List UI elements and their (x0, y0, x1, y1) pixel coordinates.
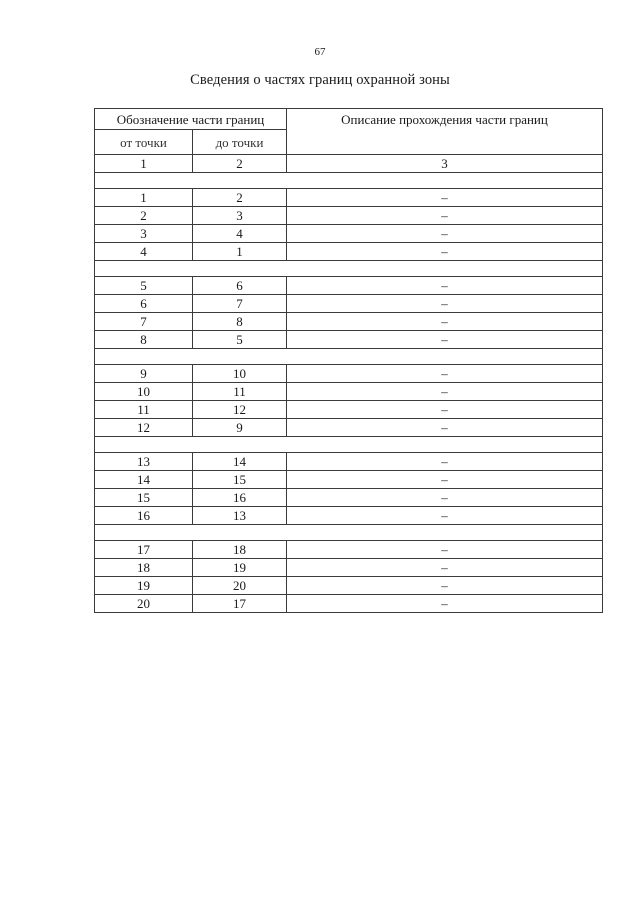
to-point-cell: 18 (193, 541, 287, 559)
header-to-point: до точки (193, 130, 287, 155)
group-separator-row (95, 173, 603, 189)
to-point-cell: 11 (193, 383, 287, 401)
from-point-cell: 20 (95, 595, 193, 613)
to-point-cell: 19 (193, 559, 287, 577)
description-cell: – (287, 577, 603, 595)
table-row (95, 471, 603, 489)
table-row (95, 489, 603, 507)
group-separator-row (95, 525, 603, 541)
table-row (95, 419, 603, 437)
to-point-cell: 5 (193, 331, 287, 349)
from-point-cell: 13 (95, 453, 193, 471)
table-row (95, 507, 603, 525)
description-cell: – (287, 507, 603, 525)
column-number-row (95, 155, 603, 173)
to-point-cell: 17 (193, 595, 287, 613)
to-point-cell: 8 (193, 313, 287, 331)
description-cell: – (287, 489, 603, 507)
description-cell: – (287, 419, 603, 437)
from-point-cell: 19 (95, 577, 193, 595)
table-row (95, 313, 603, 331)
to-point-cell: 9 (193, 419, 287, 437)
group-separator-row (95, 437, 603, 453)
to-point-cell: 16 (193, 489, 287, 507)
boundary-parts-table (94, 108, 603, 613)
from-point-cell: 4 (95, 243, 193, 261)
description-cell: – (287, 243, 603, 261)
from-point-cell: 9 (95, 365, 193, 383)
to-point-cell: 15 (193, 471, 287, 489)
group-separator-cell (95, 437, 603, 453)
description-cell: – (287, 401, 603, 419)
from-point-cell: 6 (95, 295, 193, 313)
table-row (95, 541, 603, 559)
from-point-cell: 8 (95, 331, 193, 349)
table-row (95, 595, 603, 613)
header-from-point: от точки (95, 130, 193, 155)
table-row (95, 401, 603, 419)
from-point-cell: 16 (95, 507, 193, 525)
description-cell: – (287, 595, 603, 613)
from-point-cell: 18 (95, 559, 193, 577)
description-cell: – (287, 331, 603, 349)
description-cell: – (287, 189, 603, 207)
description-cell: – (287, 365, 603, 383)
table-header (95, 109, 603, 155)
group-separator-cell (95, 525, 603, 541)
to-point-cell: 1 (193, 243, 287, 261)
to-point-cell: 13 (193, 507, 287, 525)
to-point-cell: 12 (193, 401, 287, 419)
from-point-cell: 3 (95, 225, 193, 243)
description-cell: – (287, 295, 603, 313)
from-point-cell: 12 (95, 419, 193, 437)
table-row (95, 559, 603, 577)
from-point-cell: 5 (95, 277, 193, 295)
table-row (95, 295, 603, 313)
group-separator-row (95, 349, 603, 365)
from-point-cell: 14 (95, 471, 193, 489)
description-cell: – (287, 383, 603, 401)
to-point-cell: 7 (193, 295, 287, 313)
to-point-cell: 2 (193, 189, 287, 207)
from-point-cell: 17 (95, 541, 193, 559)
description-cell: – (287, 471, 603, 489)
header-boundary-parts: Обозначение части границ (95, 109, 287, 130)
to-point-cell: 14 (193, 453, 287, 471)
page-number: 67 (314, 46, 326, 58)
group-separator-cell (95, 349, 603, 365)
table-row (95, 243, 603, 261)
description-cell: – (287, 225, 603, 243)
group-separator-cell (95, 173, 603, 189)
column-number-2: 2 (193, 155, 287, 173)
group-separator-row (95, 261, 603, 277)
description-cell: – (287, 277, 603, 295)
to-point-cell: 10 (193, 365, 287, 383)
from-point-cell: 7 (95, 313, 193, 331)
description-cell: – (287, 541, 603, 559)
table-body (95, 155, 603, 613)
from-point-cell: 10 (95, 383, 193, 401)
table-row (95, 453, 603, 471)
from-point-cell: 2 (95, 207, 193, 225)
description-cell: – (287, 313, 603, 331)
to-point-cell: 3 (193, 207, 287, 225)
column-number-3: 3 (287, 155, 603, 173)
description-cell: – (287, 453, 603, 471)
header-description: Описание прохождения части границ (287, 109, 603, 155)
from-point-cell: 15 (95, 489, 193, 507)
table-row (95, 207, 603, 225)
group-separator-cell (95, 261, 603, 277)
from-point-cell: 1 (95, 189, 193, 207)
to-point-cell: 6 (193, 277, 287, 295)
table-row (95, 365, 603, 383)
table-row (95, 383, 603, 401)
column-number-1: 1 (95, 155, 193, 173)
to-point-cell: 4 (193, 225, 287, 243)
table-row (95, 189, 603, 207)
table-row (95, 225, 603, 243)
description-cell: – (287, 207, 603, 225)
description-cell: – (287, 559, 603, 577)
table-row (95, 277, 603, 295)
from-point-cell: 11 (95, 401, 193, 419)
page-title: Сведения о частях границ охранной зоны (190, 72, 450, 88)
table-row (95, 577, 603, 595)
to-point-cell: 20 (193, 577, 287, 595)
table-row (95, 331, 603, 349)
